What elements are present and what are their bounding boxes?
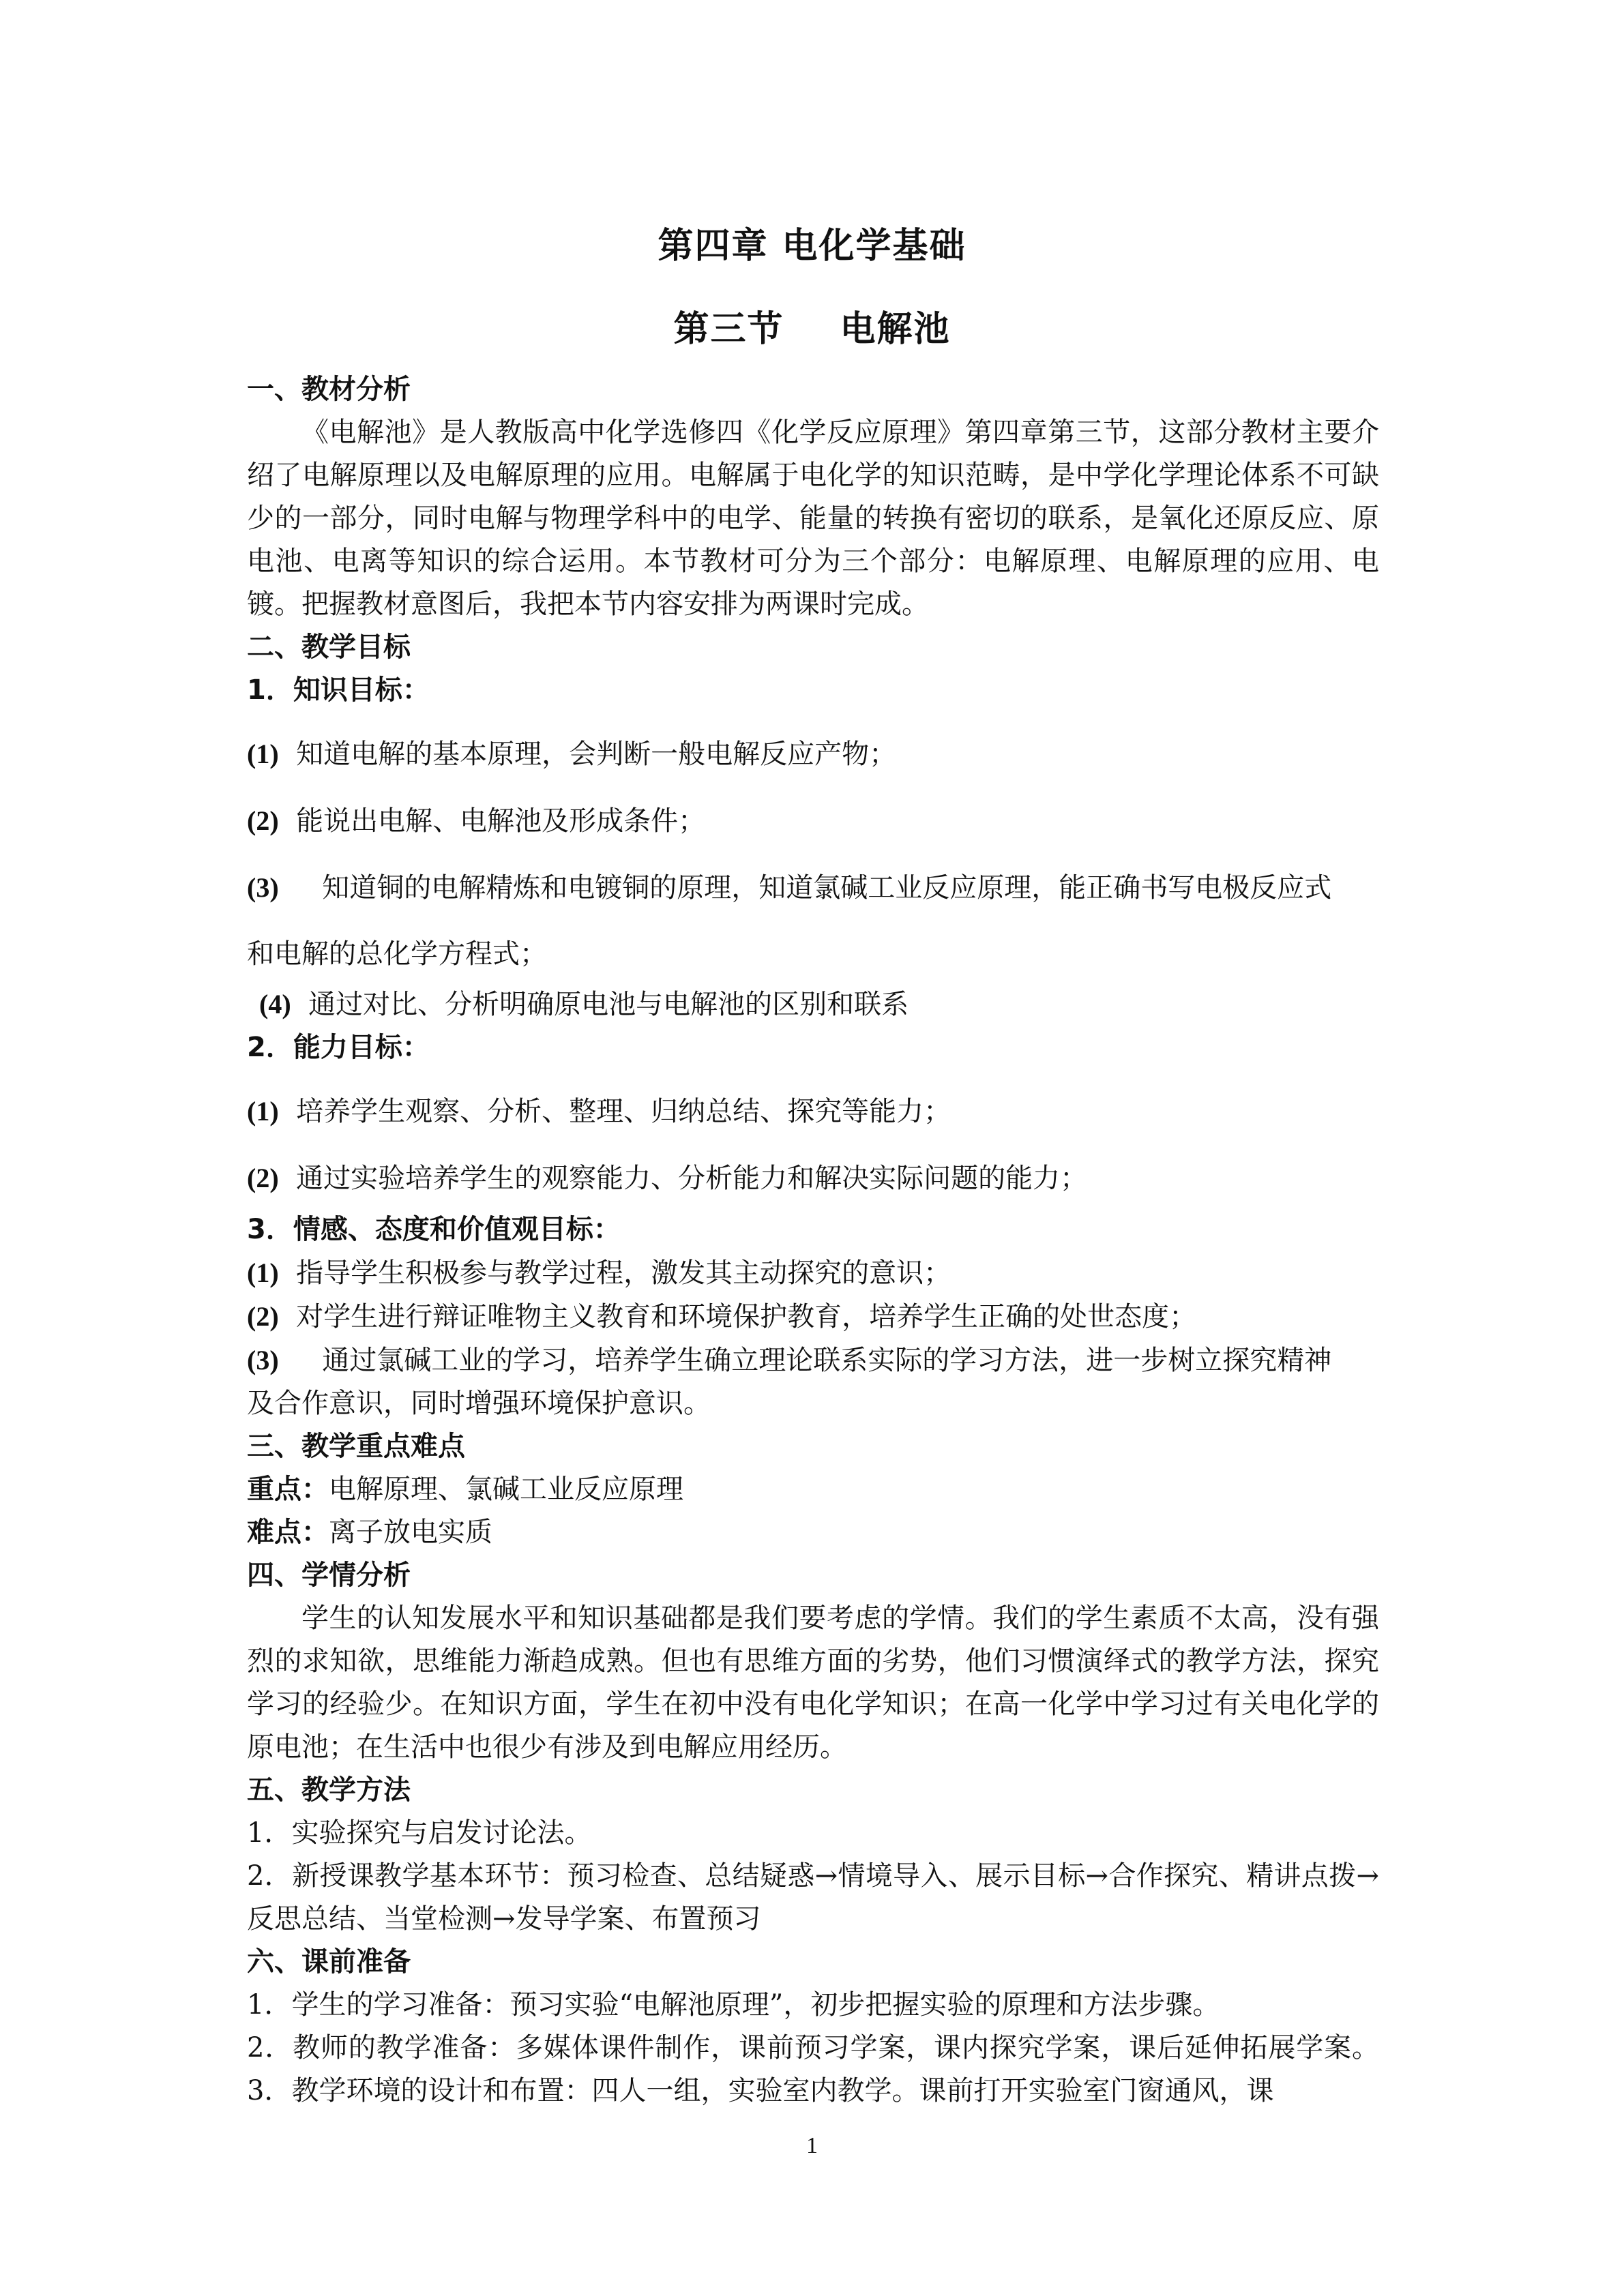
attitude-goal-item: (3) 通过氯碱工业的学习，培养学生确立理论联系实际的学习方法，进一步树立探究精神 (247, 1345, 1332, 1376)
subheading-attitude-goals: 3．情感、态度和价值观目标： (247, 1214, 621, 1245)
knowledge-goal-item: (1) 知道电解的基本原理，会判断一般电解反应产物； (247, 739, 897, 770)
subheading-ability-goals: 2．能力目标： (247, 1032, 430, 1063)
knowledge-goal-item: (2) 能说出电解、电解池及形成条件； (247, 805, 706, 837)
ability-goal-item: (1) 培养学生观察、分析、整理、归纳总结、探究等能力； (247, 1096, 951, 1127)
teaching-method-item: 2．新授课教学基本环节：预习检查、总结疑惑→情境导入、展示目标→合作探究、精讲点拨→反思总结、当堂检测→发导学案、布置预习 (247, 1860, 1379, 1935)
paragraph-textbook-analysis: 《电解池》是人教版高中化学选修四《化学反应原理》第四章第三节，这部分教材主要介绍了电解原理以及电解原理的应用。电解属于电化学的知识范畴，是中学化学理论体系不可缺少的一部分，同时电解与物理学科中的电学、能量的转换有密切的联系，是氧化还原反应、原电池、电离等知识的综合运用。本节教材可分为三个部分：电解原理、电解原理的应用、电镀。把握教材意图后，我把本节内容安排为两课时完成。 (247, 417, 1379, 620)
document-body (247, 368, 1379, 2113)
difficult-point: 难点：离子放电实质 (247, 1517, 492, 1548)
preparation-item: 2．教师的教学准备：多媒体课件制作，课前预习学案，课内探究学案，课后延伸拓展学案。3．教学环境的设计和布置：四人一组，实验室内教学。课前打开实验室门窗通风，课 (247, 2032, 1379, 2106)
paragraph-learner-analysis: 学生的认知发展水平和知识基础都是我们要考虑的学情。我们的学生素质不太高，没有强烈的求知欲，思维能力渐趋成熟。但也有思维方面的劣势，他们习惯演绎式的教学方法，探究学习的经验少。在知识方面，学生在初中没有电化学知识；在高一化学中学习过有关电化学的原电池；在生活中也很少有涉及到电解应用经历。 (247, 1602, 1379, 1763)
heading-teaching-methods: 五、教学方法 (247, 1774, 411, 1806)
key-point: 重点：电解原理、氯碱工业反应原理 (247, 1474, 683, 1505)
ability-goal-item: (2) 通过实验培养学生的观察能力、分析能力和解决实际问题的能力； (247, 1163, 1088, 1194)
heading-learner-analysis: 四、学情分析 (247, 1560, 411, 1591)
attitude-goal-item: (1) 指导学生积极参与教学过程，激发其主动探究的意识； (247, 1257, 951, 1289)
chapter-title: 第四章 电化学基础 (658, 226, 966, 267)
subheading-knowledge-goals: 1．知识目标： (247, 674, 430, 706)
heading-textbook-analysis: 一、教材分析 (247, 374, 411, 405)
attitude-goal-continuation: 及合作意识，同时增强环境保护意识。 (247, 1388, 711, 1419)
heading-key-difficult-points: 三、教学重点难点 (247, 1431, 465, 1462)
knowledge-goal-item: (4) 通过对比、分析明确原电池与电解池的区别和联系 (259, 989, 909, 1020)
section-name: 电解池 (840, 309, 951, 350)
heading-preparation: 六、课前准备 (247, 1946, 411, 1978)
preparation-item: 1．学生的学习准备：预习实验“电解池原理”，初步把握实验的原理和方法步骤。 (247, 1989, 1220, 2021)
teaching-method-item: 1．实验探究与启发讨论法。 (247, 1817, 592, 1849)
section-title (0, 300, 1624, 351)
heading-teaching-goals: 二、教学目标 (247, 631, 411, 663)
knowledge-goal-item: (3) 知道铜的电解精炼和电镀铜的原理，知道氯碱工业反应原理，能正确书写电极反应式 (247, 872, 1332, 904)
knowledge-goal-continuation: 和电解的总化学方程式； (247, 938, 547, 970)
section-number: 第三节 (673, 309, 784, 350)
attitude-goal-item: (2) 对学生进行辩证唯物主义教育和环境保护教育，培养学生正确的处世态度； (247, 1301, 1197, 1332)
page-number: 1 (806, 2133, 818, 2158)
